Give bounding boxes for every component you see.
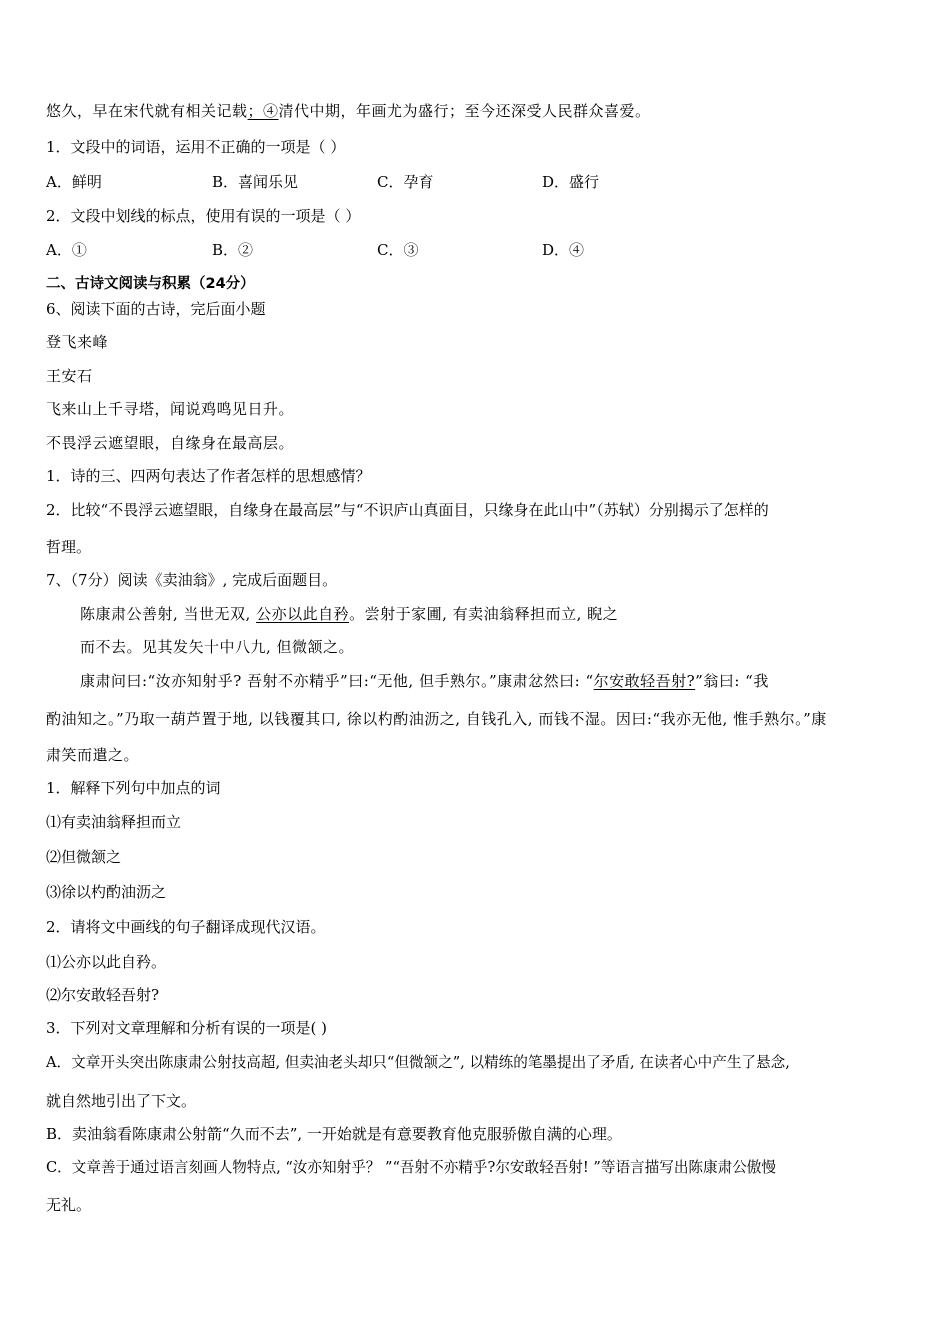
passage-underlined-sentence-1: 公亦以此自矜 xyxy=(256,605,350,623)
passage-p1-line-1 xyxy=(80,604,618,624)
q7-option-a-line-2: 就自然地引出了下文。 xyxy=(46,1092,197,1110)
q6-sub-2-line-1: 2．比较“不畏浮云遮望眼，自缘身在最高层”与“不识庐山真面目，只缘身在此山中”（苏轼）分别揭示了怎样的 xyxy=(46,501,769,519)
q6-prompt: 6、阅读下面的古诗，完后面小题 xyxy=(46,300,266,318)
q7-sub-2-b: ⑵尔安敢轻吾射? xyxy=(46,986,160,1004)
q5-2-option-d: D．④ xyxy=(542,241,585,259)
q7-option-a-line-1: A．文章开头突出陈康肃公射技高超, 但卖油老头却只“但微颔之”, 以精练的笔墨提出了矛盾, 在读者心中产生了悬念, xyxy=(46,1054,790,1071)
q7-sub-1-a: ⑴有卖油翁释担而立 xyxy=(46,813,182,831)
q6-sub-1: 1．诗的三、四两句表达了作者怎样的思想感情？ xyxy=(46,467,371,485)
q5-1-option-d: D．盛行 xyxy=(542,173,600,191)
poem-line-2: 不畏浮云遮望眼，自缘身在最高层。 xyxy=(46,434,295,452)
q5-1-stem: 1．文段中的词语，运用不正确的一项是（ ） xyxy=(46,138,346,156)
intro-text-c: 清代中期，年画尤为盛行；至今还深受人民群众喜爱。 xyxy=(278,102,651,120)
poem-author: 王安石 xyxy=(46,367,93,385)
q7-sub-3: 3．下列对文章理解和分析有误的一项是( ) xyxy=(46,1019,328,1037)
q7-sub-2: 2．请将文中画线的句子翻译成现代汉语。 xyxy=(46,918,326,936)
q7-option-b: B．卖油翁看陈康肃公射箭“久而不去”, 一开始就是有意要教育他克服骄傲自满的心理。 xyxy=(46,1125,622,1143)
intro-line xyxy=(46,101,651,121)
q7-option-c-line-2: 无礼。 xyxy=(46,1196,92,1214)
intro-underlined-mark: ；④ xyxy=(247,102,279,120)
passage-p2-line-2: 酌油知之。”乃取一葫芦置于地, 以钱覆其口, 徐以杓酌油沥之, 自钱孔入, 而钱不湿。因曰:“我亦无他, 惟手熟尔。”康 xyxy=(46,710,827,728)
passage-p2-text-a: 康肃问曰:“汝亦知射乎? 吾射不亦精乎”曰:“无他, 但手熟尔。”康肃忿然曰: “ xyxy=(80,672,594,690)
passage-p2-text-c: ”翁曰: “我 xyxy=(695,672,769,690)
passage-p1-text-c: 。尝射于家圃, 有卖油翁释担而立, 睨之 xyxy=(349,605,619,623)
q7-sub-1-c: ⑶徐以杓酌油沥之 xyxy=(46,883,167,901)
passage-p1-line-2: 而不去。见其发矢十中八九, 但微颔之。 xyxy=(80,638,355,656)
q5-1-option-b: B．喜闻乐见 xyxy=(212,173,299,191)
passage-p2-line-3: 肃笑而遣之。 xyxy=(46,746,140,764)
q6-sub-2-line-2: 哲理。 xyxy=(46,538,92,556)
q7-sub-2-a: ⑴公亦以此自矜。 xyxy=(46,953,167,971)
section-title: 二、古诗文阅读与积累（24分） xyxy=(46,276,255,292)
q7-option-c-line-1: C．文章善于通过语言刻画人物特点, “汝亦知射乎？ ”“吾射不亦精乎?尔安敢轻吾射! ”等语言描写出陈康肃公傲慢 xyxy=(46,1159,776,1176)
q7-sub-1-b: ⑵但微颔之 xyxy=(46,848,122,866)
q5-2-option-c: C．③ xyxy=(377,241,419,259)
poem-line-1: 飞来山上千寻塔，闻说鸡鸣见日升。 xyxy=(46,400,295,418)
q5-2-stem: 2．文段中划线的标点，使用有误的一项是（ ） xyxy=(46,207,361,225)
passage-p2-line-1 xyxy=(80,671,769,691)
q7-sub-1: 1．解释下列句中加点的词 xyxy=(46,779,221,797)
q7-prompt: 7、（7分）阅读《卖油翁》, 完成后面题目。 xyxy=(46,571,338,589)
poem-title: 登飞来峰 xyxy=(46,333,109,351)
q5-1-option-c: C．孕育 xyxy=(377,173,434,191)
passage-p1-text-a: 陈康肃公善射, 当世无双, xyxy=(80,605,257,623)
q5-2-option-b: B．② xyxy=(212,241,254,259)
passage-underlined-sentence-2: 尔安敢轻吾射? xyxy=(593,672,696,690)
q5-1-option-a: A．鲜明 xyxy=(46,173,102,191)
intro-text-a: 悠久，早在宋代就有相关记载 xyxy=(46,102,248,120)
q5-2-option-a: A．① xyxy=(46,241,87,259)
